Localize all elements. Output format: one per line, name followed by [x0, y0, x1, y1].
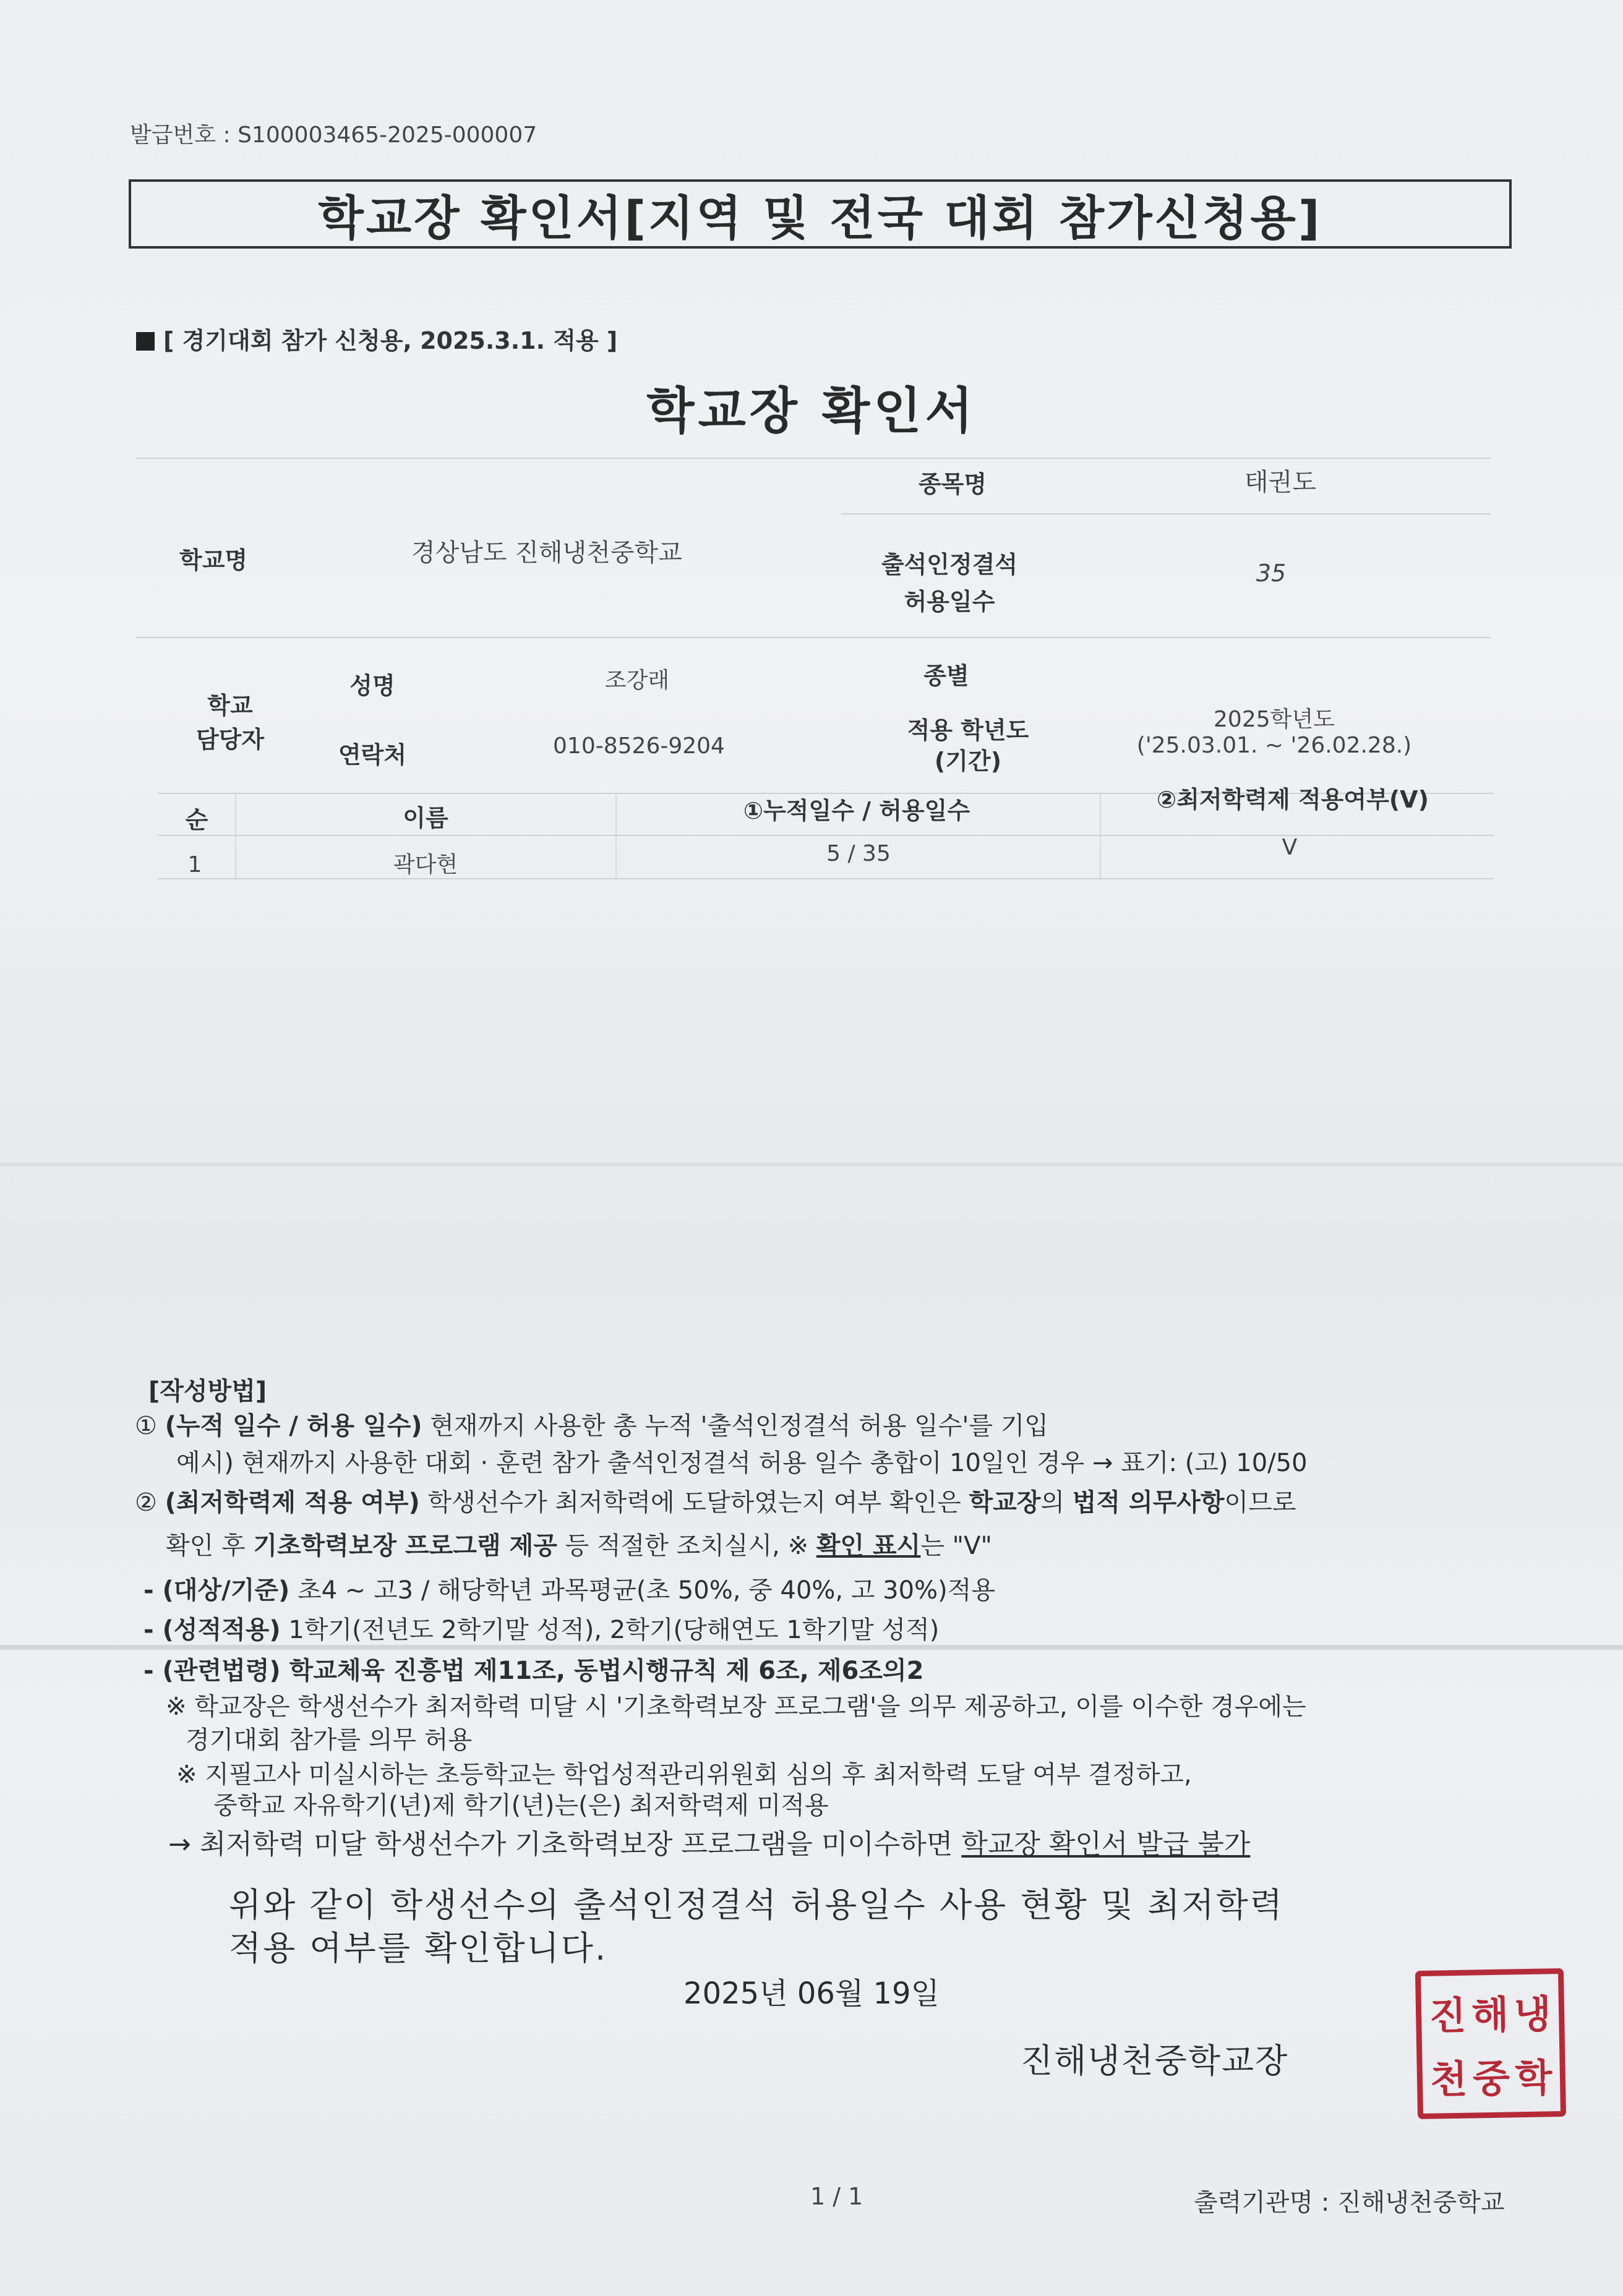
- method-line: [166, 1526, 992, 1561]
- divider: [158, 878, 1494, 879]
- school-value: 경상남도 진해냉천중학교: [411, 539, 682, 567]
- circled-2: ②: [135, 1488, 157, 1517]
- method-line: [168, 1822, 1250, 1861]
- row-days: 5 / 35: [826, 841, 891, 866]
- col-divider: [1100, 793, 1101, 879]
- table-header: ①누적일수 / 허용일수: [743, 797, 970, 824]
- contact-label: 연락처: [338, 741, 407, 769]
- method-line: [135, 1406, 1048, 1441]
- allowed-days-label-2: 허용일수: [904, 588, 995, 615]
- table-header: 이름: [403, 804, 448, 832]
- seal-char: 천: [1429, 2056, 1468, 2102]
- method-line: - (관련법령) 학교체육 진흥법 제11조, 동법시행규칙 제 6조, 제6조의2: [143, 1657, 924, 1685]
- method-line: ※ 학교장은 학생선수가 최저학력 미달 시 '기초학력보장 프로그램'을 의무 제공하고, 이를 이수한 경우에는: [166, 1692, 1306, 1721]
- method-term: (최저학력제 적용 여부): [165, 1488, 420, 1517]
- method-text: 확인 후: [166, 1532, 254, 1560]
- divider: [136, 637, 1491, 638]
- method-text: → 최저학력 미달 학생선수가 기초학력보장 프로그램을 미이수하면: [168, 1829, 962, 1860]
- method-line: [135, 1483, 1296, 1518]
- principal-name: 진해냉천중학교장: [1021, 2041, 1289, 2080]
- seal-char: 중: [1472, 2055, 1510, 2102]
- subtitle: [136, 322, 617, 356]
- method-term: 학교장: [969, 1488, 1041, 1517]
- confirm-line-1: 위와 같이 학생선수의 출석인정결석 허용일수 사용 현황 및 최저학력: [229, 1885, 1284, 1924]
- seal-char: 냉: [1514, 1991, 1552, 2038]
- divider: [136, 458, 1491, 459]
- col-divider: [235, 793, 236, 879]
- method-heading: [작성방법]: [148, 1377, 267, 1406]
- method-text: 의: [1040, 1488, 1073, 1517]
- allowed-days-value: 35: [1256, 560, 1287, 587]
- event-label: 종별: [923, 662, 969, 689]
- school-label: 학교명: [179, 547, 248, 574]
- method-line: 중학교 자유학기(년)제 학기(년)는(은) 최저학력제 미적용: [213, 1791, 829, 1820]
- method-line: [143, 1571, 995, 1606]
- row-name: 곽다현: [393, 852, 458, 877]
- paper-fold: [0, 1645, 1623, 1650]
- seal-char: 학: [1515, 2055, 1553, 2101]
- page-number: 1 / 1: [810, 2183, 863, 2210]
- name-label: 성명: [349, 672, 395, 699]
- method-text: 등 적절한 조치실시, ※: [557, 1532, 816, 1560]
- manager-label-1: 학교: [207, 692, 253, 719]
- allowed-days-label-1: 출석인정결석: [881, 551, 1018, 578]
- method-text: 1학기(전년도 2학기말 성적), 2학기(당해연도 1학기말 성적): [280, 1616, 940, 1644]
- method-term: - (성적적용): [143, 1616, 281, 1644]
- method-emphasis: 학교장 확인서 발급 불가: [961, 1829, 1251, 1860]
- subtitle-text: [ 경기대회 참가 신청용, 2025.3.1. 적용 ]: [163, 327, 618, 354]
- contact-value: 010-8526-9204: [553, 733, 725, 759]
- col-divider: [615, 793, 617, 879]
- method-text: 는 "V": [920, 1532, 992, 1560]
- seal-char: 진: [1428, 1992, 1467, 2039]
- name-value: 조강래: [604, 668, 670, 693]
- method-line: [143, 1610, 939, 1645]
- year-value-1: 2025학년도: [1214, 707, 1335, 732]
- method-term: 확인 표시: [816, 1532, 921, 1560]
- method-text: 이므로: [1224, 1488, 1296, 1517]
- method-term: (누적 일수 / 허용 일수): [165, 1412, 422, 1440]
- method-text: 초4 ~ 고3 / 해당학년 과목평균(초 50%, 중 40%, 고 30%)적용: [289, 1576, 995, 1605]
- method-line: 경기대회 참가를 의무 허용: [186, 1726, 473, 1754]
- method-term: 기초학력보장 프로그램 제공: [253, 1532, 557, 1560]
- year-label-1: 적용 학년도: [907, 717, 1029, 744]
- issuing-institution: 출력기관명 : 진해냉천중학교: [1194, 2188, 1505, 2217]
- manager-label-2: 담당자: [195, 726, 265, 753]
- title-box: 학교장 확인서[지역 및 전국 대회 참가신청용]: [129, 179, 1512, 249]
- document-heading: 학교장 확인서: [646, 382, 977, 440]
- year-value-2: ('25.03.01. ~ '26.02.28.): [1136, 733, 1412, 758]
- square-bullet-icon: [136, 332, 155, 351]
- method-line: ※ 지필고사 미실시하는 초등학교는 학업성적관리위원회 심의 후 최저학력 도달 여부 결정하고,: [176, 1760, 1192, 1789]
- sport-value: 태권도: [1244, 468, 1316, 497]
- method-term: 법적 의무사항: [1072, 1488, 1225, 1517]
- table-header: 순: [185, 806, 208, 834]
- paper-fold: [0, 1163, 1623, 1166]
- year-label-2: (기간): [934, 748, 1002, 775]
- sport-label: 종목명: [918, 471, 987, 498]
- issue-number: 발급번호 : S100003465-2025-000007: [130, 122, 537, 148]
- method-text: 학생선수가 최저학력에 도달하였는지 여부 확인은: [419, 1488, 969, 1517]
- method-term: - (대상/기준): [143, 1576, 290, 1605]
- method-text: 현재까지 사용한 총 누적 '출석인정결석 허용 일수'를 기입: [422, 1412, 1049, 1440]
- row-applied: V: [1282, 835, 1298, 860]
- school-seal-icon: [1415, 1968, 1566, 2119]
- method-line: 예시) 현재까지 사용한 대회 · 훈련 참가 출석인정결석 허용 일수 총합이 10일인 경우 → 표기: (고) 10/50: [176, 1449, 1308, 1477]
- issue-date: 2025년 06월 19일: [683, 1976, 940, 2011]
- row-number: 1: [187, 852, 202, 877]
- table-header: ②최저학력제 적용여부(V): [1157, 786, 1429, 813]
- circled-1: ①: [135, 1412, 157, 1440]
- confirm-line-2: 적용 여부를 확인합니다.: [229, 1929, 608, 1968]
- seal-char: 해: [1471, 1992, 1509, 2038]
- divider: [841, 513, 1491, 514]
